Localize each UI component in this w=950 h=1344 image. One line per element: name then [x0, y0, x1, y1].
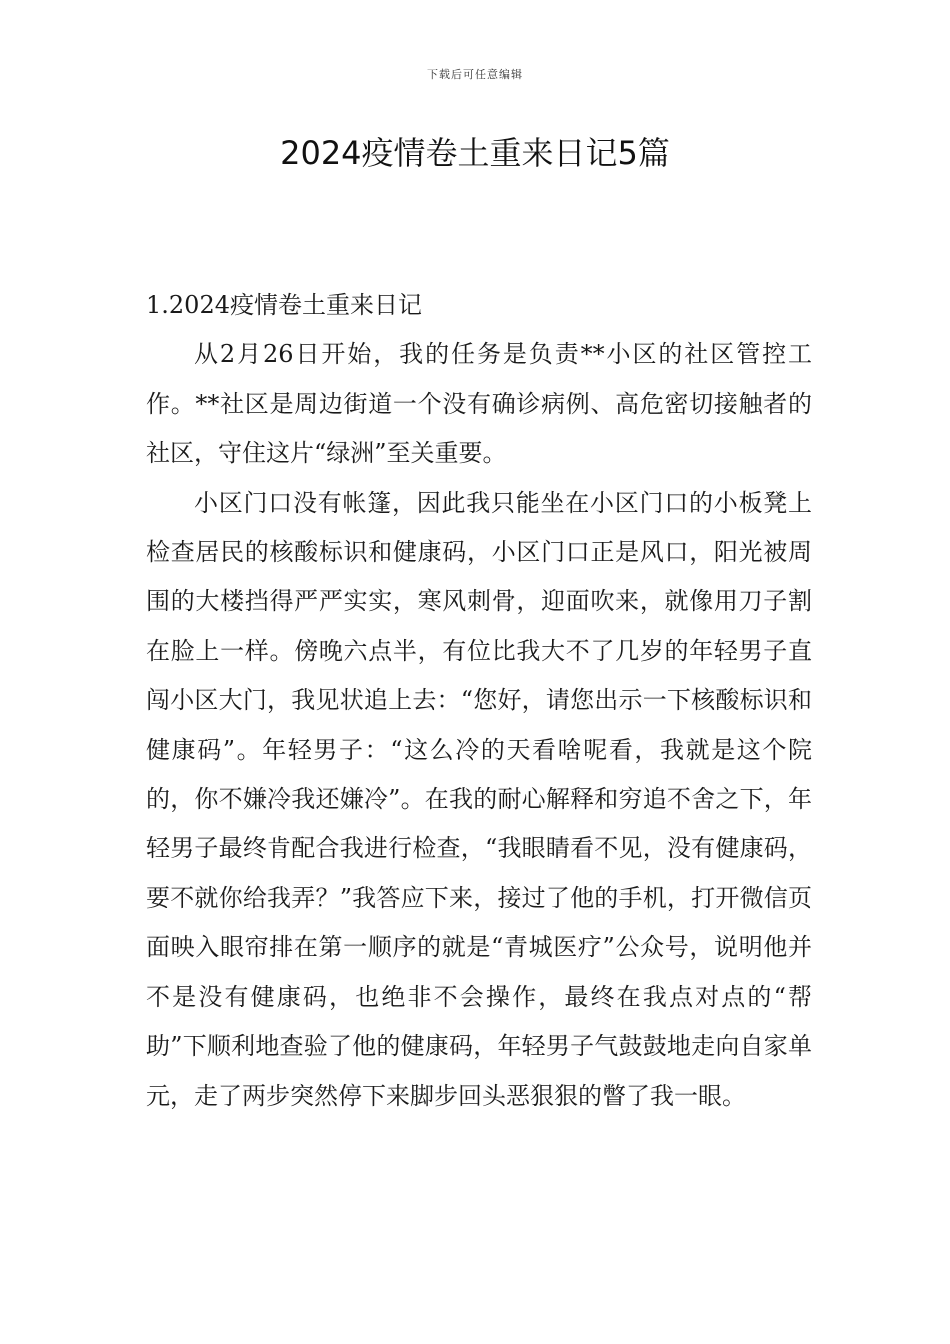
paragraph-1: 从2月26日开始，我的任务是负责**小区的社区管控工作。**社区是周边街道一个没有确诊病例、高危密切接触者的社区，守住这片“绿洲”至关重要。: [146, 340, 812, 468]
paragraph-2: 小区门口没有帐篷，因此我只能坐在小区门口的小板凳上检查居民的核酸标识和健康码，小区门口正是风口，阳光被周围的大楼挡得严严实实，寒风刺骨，迎面吹来，就像用刀子割在脸上一样。傍晚六点半，有位比我大不了几岁的年轻男子直闯小区大门，我见状追上去：“您好，请您出示一下核酸标识和健康码”。年轻男子：“这么冷的天看啥呢看，我就是这个院的，你不嫌冷我还嫌冷”。在我的耐心解释和穷追不舍之下，年轻男子最终肯配合我进行检查，“我眼睛看不见，没有健康码，要不就你给我弄？”我答应下来，接过了他的手机，打开微信页面映入眼帘排在第一顺序的就是“青城医疗”公众号，说明他并不是没有健康码，也绝非不会操作，最终在我点对点的“帮助”下顺利地查验了他的健康码，年轻男子气鼓鼓地走向自家单元，走了两步突然停下来脚步回头恶狠狠的瞥了我一眼。: [146, 488, 812, 1110]
document-body: [146, 281, 812, 1121]
section-heading: 1.2024疫情卷土重来日记: [146, 291, 422, 319]
document-title: 2024疫情卷土重来日记5篇: [280, 134, 670, 172]
page-header-note: 下载后可任意编辑: [427, 68, 523, 81]
